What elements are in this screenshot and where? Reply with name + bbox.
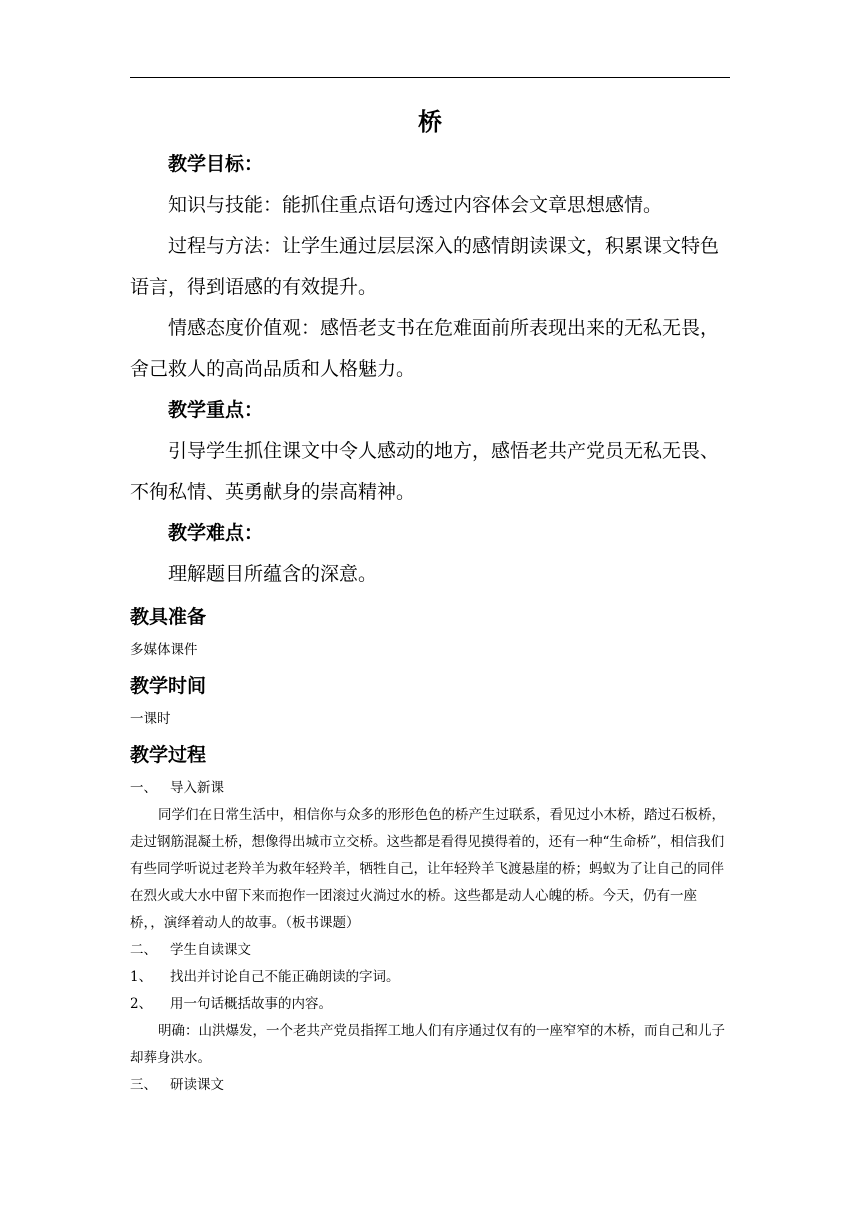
section-3-number: 三、 xyxy=(130,1077,157,1093)
objective-process: 过程与方法：让学生通过层层深入的感情朗读课文，积累课文特色语言，得到语感的有效提升。 xyxy=(130,235,720,298)
document-page xyxy=(130,100,730,1099)
item-2-number: 2、 xyxy=(130,996,153,1012)
section-2-item-2 xyxy=(130,991,730,1018)
section-2-answer: 明确：山洪爆发，一个老共产党员指挥工地人们有序通过仅有的一座窄窄的木桥，而自己和儿子却葬身洪水。 xyxy=(130,1023,725,1066)
materials-text: 多媒体课件 xyxy=(130,642,198,658)
item-2-text: 用一句话概括故事的内容。 xyxy=(170,996,332,1012)
objective-knowledge: 知识与技能：能抓住重点语句透过内容体会文章思想感情。 xyxy=(168,194,663,216)
key-points-heading: 教学重点： xyxy=(168,399,264,421)
time-heading: 教学时间 xyxy=(130,675,207,697)
materials-heading: 教具准备 xyxy=(130,606,207,628)
section-3-title: 研读课文 xyxy=(170,1077,224,1093)
time-text: 一课时 xyxy=(130,711,171,727)
section-1-title: 导入新课 xyxy=(170,780,224,796)
section-3-heading xyxy=(130,1072,730,1099)
section-2-number: 二、 xyxy=(130,942,157,958)
section-1-text: 同学们在日常生活中，相信你与众多的形形色色的桥产生过联系，看见过小木桥，踏过石板桥，走过钢筋混凝土桥，想像得出城市立交桥。这些都是看得见摸得着的，还有一种“生命桥”，相信我们有些同学听说过老羚羊为救年轻羚羊，牺牲自己，让年轻羚羊飞渡悬崖的桥；蚂蚁为了让自己的同伴在烈火或大水中留下来而抱作一团滚过火淌过水的桥。这些都是动人心魄的桥。今天，仍有一座桥，，演绎着动人的故事。（板书课题） xyxy=(130,807,725,931)
section-2-heading xyxy=(130,937,730,964)
process-heading: 教学过程 xyxy=(130,744,207,766)
key-points-text: 引导学生抓住课文中令人感动的地方，感悟老共产党员无私无畏、不徇私情、英勇献身的崇高精神。 xyxy=(130,440,720,503)
document-title: 桥 xyxy=(418,107,442,136)
difficulties-heading: 教学难点： xyxy=(168,522,264,544)
item-1-text: 找出并讨论自己不能正确朗读的字词。 xyxy=(170,969,400,985)
section-2-title: 学生自读课文 xyxy=(170,942,251,958)
section-1-number: 一、 xyxy=(130,780,157,796)
section-1-heading xyxy=(130,775,730,802)
section-2-item-1 xyxy=(130,964,730,991)
item-1-number: 1、 xyxy=(130,969,153,985)
objective-emotion: 情感态度价值观：感悟老支书在危难面前所表现出来的无私无畏，舍己救人的高尚品质和人格魅力。 xyxy=(130,317,720,380)
objectives-heading: 教学目标： xyxy=(168,153,264,175)
header-rule xyxy=(130,77,730,78)
difficulties-text: 理解题目所蕴含的深意。 xyxy=(168,563,378,585)
